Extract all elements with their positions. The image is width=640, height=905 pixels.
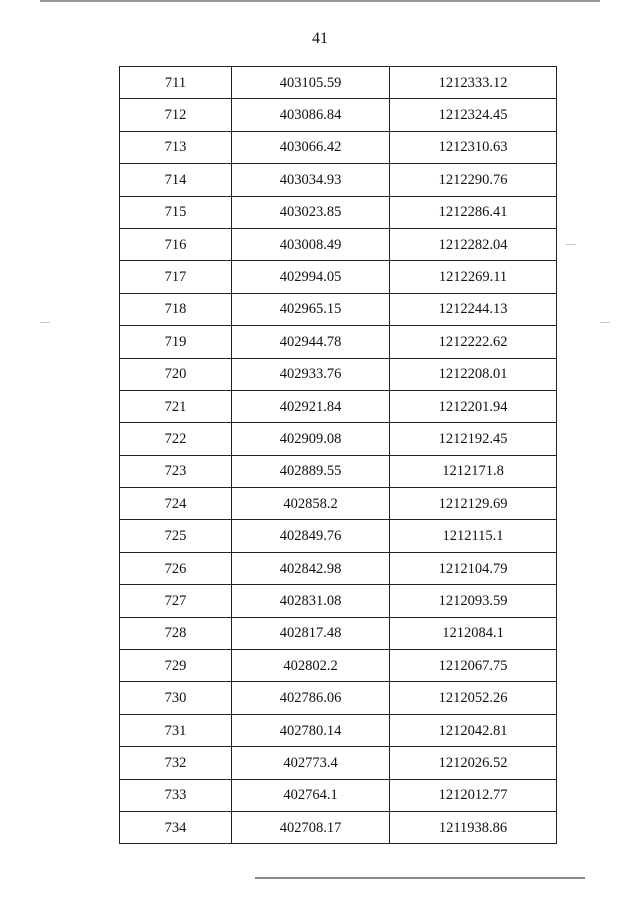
- point-id-cell: 728: [120, 617, 232, 649]
- scan-edge-mark: [566, 244, 576, 245]
- y-coordinate-cell: 1212324.45: [390, 99, 557, 131]
- page-number: 41: [312, 30, 328, 47]
- point-id-cell: 729: [120, 650, 232, 682]
- table-row: [120, 99, 557, 131]
- y-coordinate-cell: 1212093.59: [390, 585, 557, 617]
- x-coordinate-cell: 402786.06: [232, 682, 390, 714]
- y-coordinate-cell: 1212084.1: [390, 617, 557, 649]
- x-coordinate-cell: 402831.08: [232, 585, 390, 617]
- point-id-cell: 716: [120, 228, 232, 260]
- scan-edge-mark: [600, 322, 610, 323]
- y-coordinate-cell: 1212129.69: [390, 488, 557, 520]
- x-coordinate-cell: 402849.76: [232, 520, 390, 552]
- y-coordinate-cell: 1212171.8: [390, 455, 557, 487]
- table-row: [120, 747, 557, 779]
- point-id-cell: 719: [120, 326, 232, 358]
- y-coordinate-cell: 1212208.01: [390, 358, 557, 390]
- point-id-cell: 724: [120, 488, 232, 520]
- y-coordinate-cell: 1212067.75: [390, 650, 557, 682]
- y-coordinate-cell: 1212201.94: [390, 390, 557, 422]
- x-coordinate-cell: 403086.84: [232, 99, 390, 131]
- x-coordinate-cell: 402842.98: [232, 552, 390, 584]
- y-coordinate-cell: 1212115.1: [390, 520, 557, 552]
- y-coordinate-cell: 1212192.45: [390, 423, 557, 455]
- point-id-cell: 722: [120, 423, 232, 455]
- scan-edge-mark: [40, 322, 50, 323]
- y-coordinate-cell: 1212012.77: [390, 779, 557, 811]
- y-coordinate-cell: 1212026.52: [390, 747, 557, 779]
- x-coordinate-cell: 403023.85: [232, 196, 390, 228]
- y-coordinate-cell: 1212333.12: [390, 67, 557, 99]
- point-id-cell: 732: [120, 747, 232, 779]
- table-row: [120, 261, 557, 293]
- x-coordinate-cell: 402889.55: [232, 455, 390, 487]
- y-coordinate-cell: 1212042.81: [390, 714, 557, 746]
- x-coordinate-cell: 402921.84: [232, 390, 390, 422]
- x-coordinate-cell: 402994.05: [232, 261, 390, 293]
- y-coordinate-cell: 1212222.62: [390, 326, 557, 358]
- y-coordinate-cell: 1211938.86: [390, 811, 557, 843]
- table-row: [120, 196, 557, 228]
- table-row: [120, 455, 557, 487]
- x-coordinate-cell: 402708.17: [232, 811, 390, 843]
- table-row: [120, 488, 557, 520]
- x-coordinate-cell: 403008.49: [232, 228, 390, 260]
- coordinate-table-body: [120, 67, 557, 844]
- point-id-cell: 733: [120, 779, 232, 811]
- table-row: [120, 585, 557, 617]
- y-coordinate-cell: 1212244.13: [390, 293, 557, 325]
- y-coordinate-cell: 1212269.11: [390, 261, 557, 293]
- table-row: [120, 423, 557, 455]
- coordinate-table: [119, 66, 557, 844]
- y-coordinate-cell: 1212310.63: [390, 131, 557, 163]
- x-coordinate-cell: 402817.48: [232, 617, 390, 649]
- x-coordinate-cell: 402773.4: [232, 747, 390, 779]
- x-coordinate-cell: 402965.15: [232, 293, 390, 325]
- table-row: [120, 811, 557, 843]
- table-row: [120, 552, 557, 584]
- bottom-scan-border: [255, 877, 585, 879]
- point-id-cell: 712: [120, 99, 232, 131]
- point-id-cell: 713: [120, 131, 232, 163]
- x-coordinate-cell: 403066.42: [232, 131, 390, 163]
- point-id-cell: 734: [120, 811, 232, 843]
- table-row: [120, 293, 557, 325]
- table-row: [120, 779, 557, 811]
- x-coordinate-cell: 403105.59: [232, 67, 390, 99]
- x-coordinate-cell: 402802.2: [232, 650, 390, 682]
- point-id-cell: 725: [120, 520, 232, 552]
- x-coordinate-cell: 402933.76: [232, 358, 390, 390]
- table-row: [120, 650, 557, 682]
- table-row: [120, 67, 557, 99]
- top-scan-border: [40, 0, 600, 2]
- point-id-cell: 715: [120, 196, 232, 228]
- table-row: [120, 131, 557, 163]
- point-id-cell: 726: [120, 552, 232, 584]
- point-id-cell: 718: [120, 293, 232, 325]
- x-coordinate-cell: 402780.14: [232, 714, 390, 746]
- point-id-cell: 720: [120, 358, 232, 390]
- y-coordinate-cell: 1212052.26: [390, 682, 557, 714]
- point-id-cell: 727: [120, 585, 232, 617]
- point-id-cell: 730: [120, 682, 232, 714]
- point-id-cell: 711: [120, 67, 232, 99]
- x-coordinate-cell: 402944.78: [232, 326, 390, 358]
- y-coordinate-cell: 1212286.41: [390, 196, 557, 228]
- point-id-cell: 721: [120, 390, 232, 422]
- table-row: [120, 164, 557, 196]
- table-row: [120, 228, 557, 260]
- table-row: [120, 617, 557, 649]
- table-row: [120, 714, 557, 746]
- y-coordinate-cell: 1212290.76: [390, 164, 557, 196]
- point-id-cell: 731: [120, 714, 232, 746]
- table-row: [120, 520, 557, 552]
- x-coordinate-cell: 402858.2: [232, 488, 390, 520]
- y-coordinate-cell: 1212104.79: [390, 552, 557, 584]
- point-id-cell: 717: [120, 261, 232, 293]
- table-row: [120, 326, 557, 358]
- x-coordinate-cell: 402764.1: [232, 779, 390, 811]
- x-coordinate-cell: 402909.08: [232, 423, 390, 455]
- point-id-cell: 723: [120, 455, 232, 487]
- y-coordinate-cell: 1212282.04: [390, 228, 557, 260]
- table-row: [120, 358, 557, 390]
- point-id-cell: 714: [120, 164, 232, 196]
- x-coordinate-cell: 403034.93: [232, 164, 390, 196]
- table-row: [120, 390, 557, 422]
- table-row: [120, 682, 557, 714]
